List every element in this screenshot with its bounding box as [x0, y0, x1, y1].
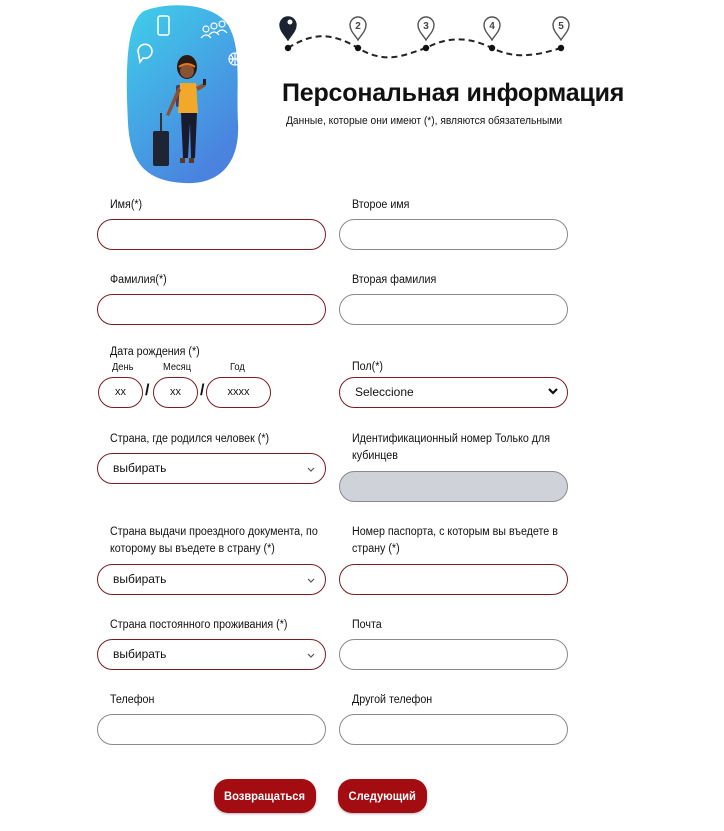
step-dot [423, 45, 429, 51]
birth-year-input[interactable]: xxxx [206, 377, 271, 408]
passport-number-label: Номер паспорта, с которым вы въедете в страну (*) [352, 526, 558, 555]
document-country-label: Страна выдачи проездного документа, по которому вы въедете в страну (*) [110, 526, 318, 555]
date-separator: / [145, 382, 150, 399]
middle-name-input[interactable] [339, 219, 568, 250]
birth-country-select[interactable]: выбирать [97, 453, 326, 484]
month-label: Месяц [163, 362, 192, 373]
second-last-name-label: Вторая фамилия [352, 274, 437, 286]
birth-month-input[interactable]: xx [153, 377, 198, 408]
date-separator: / [200, 382, 205, 399]
document-country-select[interactable]: выбирать [97, 564, 326, 595]
next-button[interactable]: Следующий [338, 779, 427, 813]
email-input[interactable] [339, 639, 568, 670]
gender-select[interactable]: Seleccione [339, 377, 568, 408]
step-5 [553, 17, 569, 51]
cuban-id-label: Идентификационный номер Только для кубинцев [352, 433, 551, 462]
birth-day-input[interactable]: xx [98, 377, 143, 408]
second-last-name-input[interactable] [339, 294, 568, 325]
globe-icon [229, 53, 241, 65]
step-number: 2 [355, 21, 361, 32]
year-label: Год [230, 362, 245, 373]
first-name-label: Имя(*) [110, 199, 143, 211]
step-1 [280, 17, 296, 51]
last-name-label: Фамилия(*) [110, 274, 167, 286]
back-button[interactable]: Возвращаться [214, 779, 316, 813]
other-phone-input[interactable] [339, 714, 568, 745]
middle-name-label: Второе имя [352, 199, 410, 211]
cuban-id-input[interactable] [339, 471, 568, 502]
birth-date-label: Дата рождения (*) [110, 346, 200, 358]
gender-label: Пол(*) [352, 361, 383, 373]
residence-country-select[interactable]: выбирать [97, 639, 326, 670]
step-dot [355, 45, 361, 51]
last-name-input[interactable] [97, 294, 326, 325]
page-title: Персональная информация [282, 79, 625, 107]
birth-country-label: Страна, где родился человек (*) [110, 433, 270, 445]
traveler-pin-icon [280, 17, 296, 40]
step-dot [489, 45, 495, 51]
chevron-down-icon [305, 574, 317, 588]
chevron-down-icon [305, 649, 317, 663]
email-label: Почта [352, 619, 382, 631]
phone-label: Телефон [110, 694, 155, 706]
residence-country-label: Страна постоянного проживания (*) [110, 619, 288, 631]
phone-input[interactable] [97, 714, 326, 745]
first-name-input[interactable] [97, 219, 326, 250]
chevron-down-icon [547, 384, 559, 398]
traveler-illustration [124, 3, 242, 185]
required-note: Данные, которые они имеют (*), являются обязательными [286, 115, 563, 127]
step-4 [484, 17, 500, 51]
passport-number-input[interactable] [339, 564, 568, 595]
other-phone-label: Другой телефон [352, 694, 433, 706]
step-dot [285, 45, 291, 51]
step-number: 5 [558, 21, 564, 32]
step-dot [558, 45, 564, 51]
day-label: День [112, 362, 134, 373]
step-number: 3 [423, 21, 429, 32]
step-2 [350, 17, 366, 51]
step-number: 4 [489, 21, 495, 32]
chevron-down-icon [305, 463, 317, 477]
progress-stepper [276, 10, 576, 60]
traveler-glyph [288, 20, 293, 25]
